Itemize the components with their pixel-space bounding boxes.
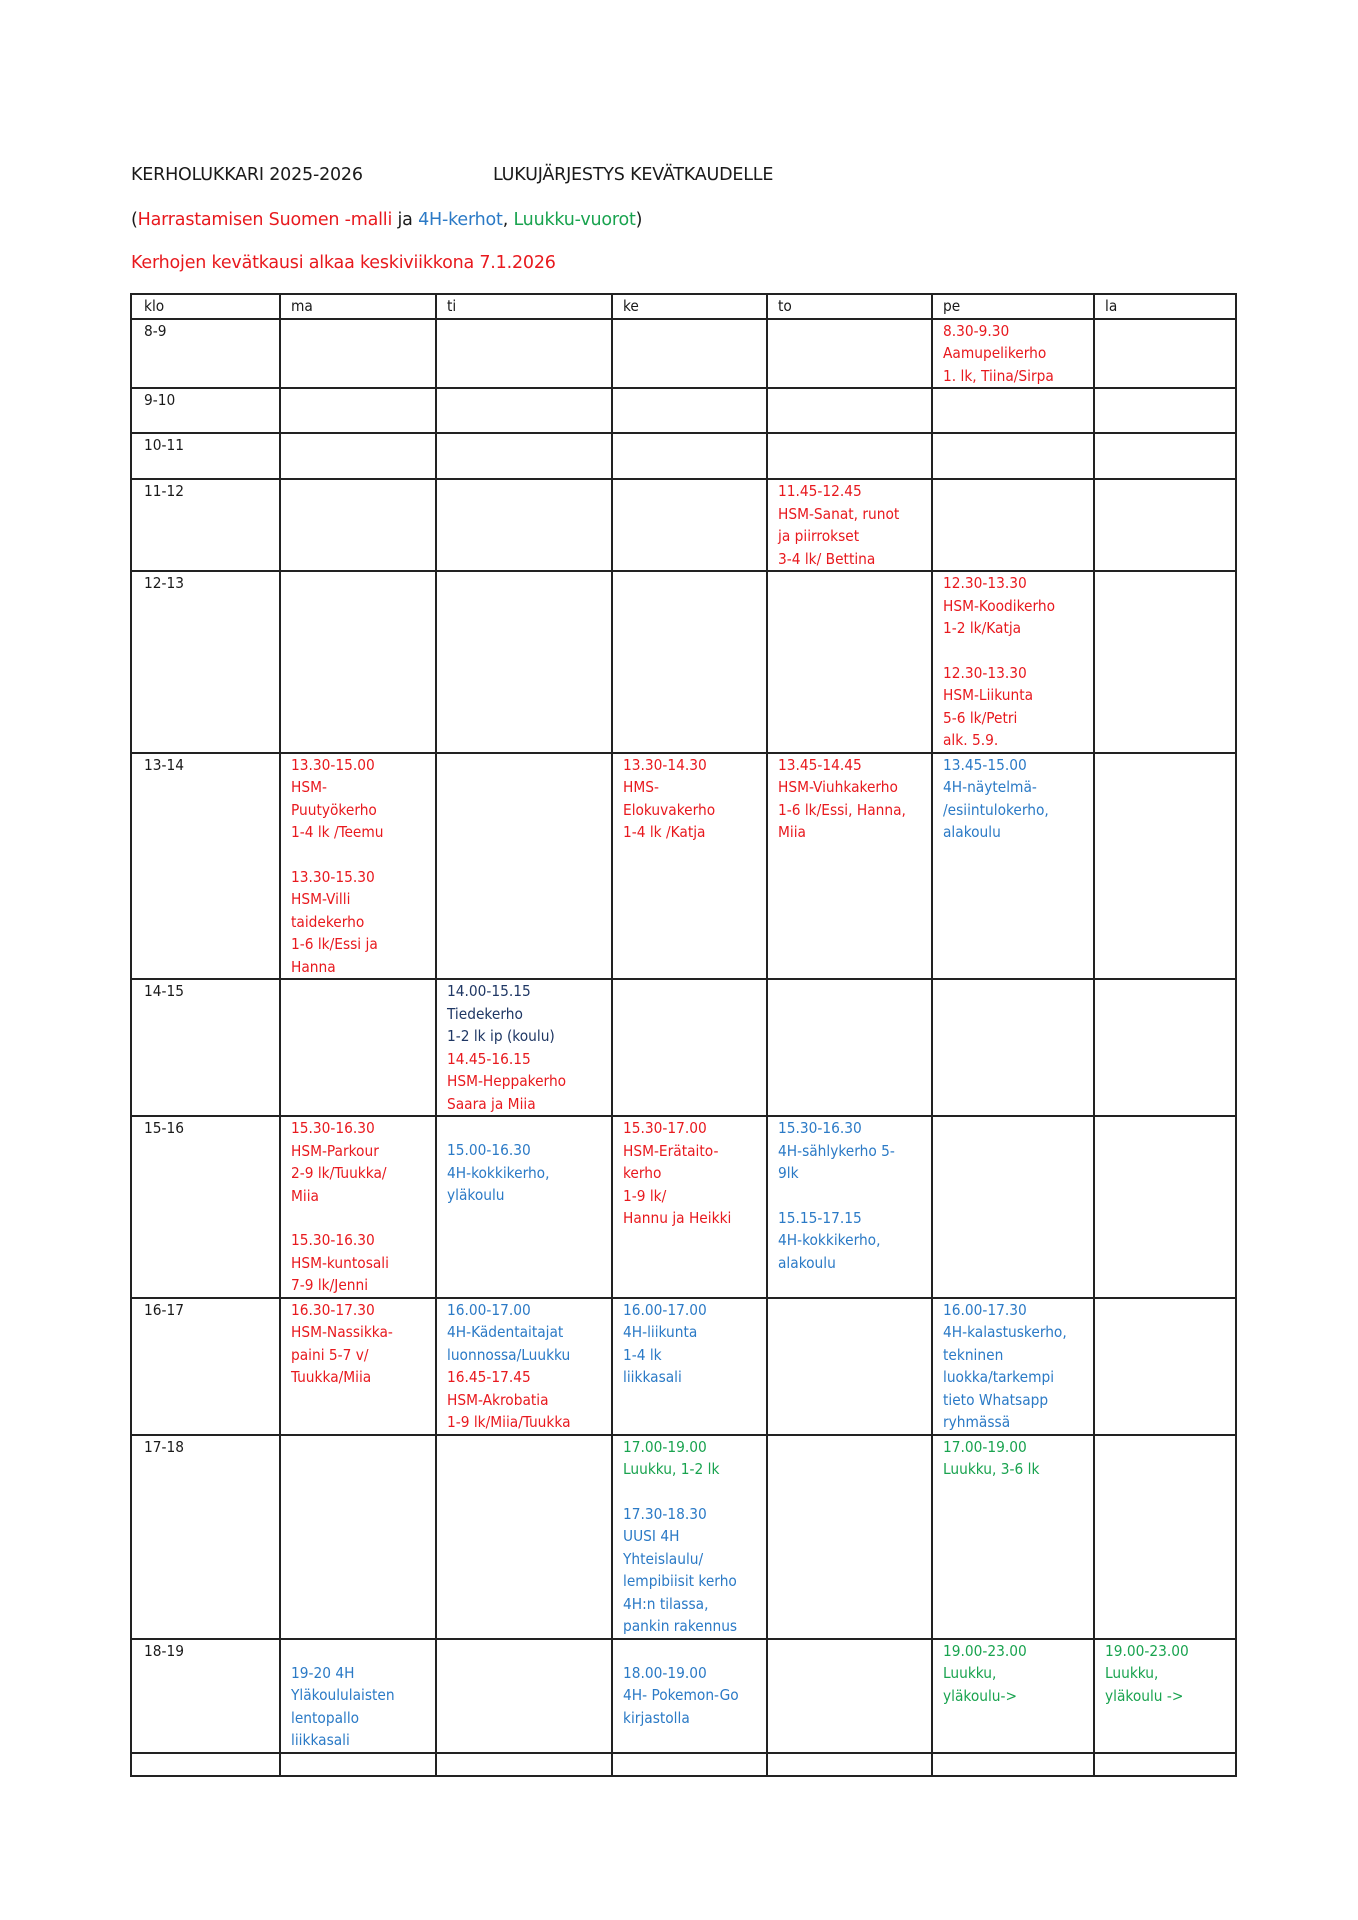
cell-la (1094, 479, 1236, 571)
cell-to (767, 571, 932, 753)
cell-la (1094, 1753, 1236, 1776)
cell-ke (612, 433, 767, 479)
cell-to (767, 1435, 932, 1639)
cell-ti (436, 1753, 612, 1776)
cell-ma (280, 319, 436, 389)
cell-la (1094, 753, 1236, 980)
cell-to (767, 1753, 932, 1776)
club-entry: 17.00-19.00 Luukku, 1-2 lk (623, 1437, 720, 1478)
time-cell: 12-13 (131, 571, 280, 753)
club-entry: 13.45-15.00 4H-näytelmä- /esiintulokerho, alakoulu (943, 755, 1049, 841)
club-entry: 13.30-15.00 HSM- Puutyökerho 1-4 lk /Teemu (291, 755, 384, 841)
club-entry: 17.00-19.00 Luukku, 3-6 lk (943, 1437, 1040, 1478)
cell-ma (280, 1639, 436, 1753)
cell-ke (612, 1116, 767, 1298)
cell-ti (436, 1435, 612, 1639)
cell-ma (280, 433, 436, 479)
cell-ti (436, 1298, 612, 1435)
club-entry: 15.30-16.30 HSM-kuntosali 7-9 lk/Jenni (291, 1231, 389, 1294)
cell-to (767, 479, 932, 571)
table-row-empty (131, 1753, 1236, 1776)
cell-ke (612, 1753, 767, 1776)
cell-ma (280, 1298, 436, 1435)
header-ke: ke (612, 294, 767, 319)
cell-la (1094, 319, 1236, 389)
entry-spacer (291, 844, 425, 866)
cell-to (767, 1298, 932, 1435)
cell-to (767, 979, 932, 1116)
cell-ke (612, 979, 767, 1116)
table-row (131, 1298, 1236, 1435)
cell-pe (932, 479, 1094, 571)
time-cell: 11-12 (131, 479, 280, 571)
club-entry: 17.30-18.30 UUSI 4H Yhteislaulu/ lempibiisit kerho 4H:n tilassa, pankin rakennus (623, 1504, 738, 1635)
table-row (131, 979, 1236, 1116)
cell-ke (612, 1435, 767, 1639)
legend-comma: , (502, 210, 514, 230)
header-klo: klo (131, 294, 280, 319)
table-row (131, 1639, 1236, 1753)
time-cell: 13-14 (131, 753, 280, 980)
club-entry: 15.15-17.15 4H-kokkikerho, alakoulu (778, 1208, 881, 1272)
document-title: KERHOLUKKARI 2025-2026 (131, 165, 363, 185)
cell-ma (280, 1753, 436, 1776)
table-row (131, 388, 1236, 433)
time-cell: 14-15 (131, 979, 280, 1116)
cell-ke (612, 388, 767, 433)
cell-ti (436, 571, 612, 753)
cell-ke (612, 1298, 767, 1435)
club-entry: 13.30-14.30 HMS- Elokuvakerho 1-4 lk /Katja (623, 755, 716, 841)
cell-pe (932, 1753, 1094, 1776)
cell-la (1094, 433, 1236, 479)
cell-pe (932, 1639, 1094, 1753)
entry-spacer (778, 1185, 921, 1207)
cell-ke (612, 319, 767, 389)
cell-ke (612, 479, 767, 571)
club-entry: 15.30-17.00 HSM-Erätaito- kerho 1-9 lk/ Hannu ja Heikki (623, 1119, 732, 1227)
cell-la (1094, 979, 1236, 1116)
document-subtitle: LUKUJÄRJESTYS KEVÄTKAUDELLE (493, 165, 774, 185)
time-cell: 9-10 (131, 388, 280, 433)
cell-pe (932, 319, 1094, 389)
cell-to (767, 388, 932, 433)
cell-la (1094, 1639, 1236, 1753)
time-cell: 17-18 (131, 1435, 280, 1639)
table-row (131, 433, 1236, 479)
club-entry: 15.30-16.30 4H-sählykerho 5- 9lk (778, 1119, 895, 1182)
club-entry: 12.30-13.30 HSM-Koodikerho 1-2 lk/Katja (943, 574, 1056, 637)
cell-pe (932, 388, 1094, 433)
club-entry: 8.30-9.30 Aamupelikerho 1. lk, Tiina/Sirpa (943, 321, 1054, 385)
club-entry: 11.45-12.45 HSM-Sanat, runot ja piirrokset 3-4 lk/ Bettina (778, 482, 900, 568)
cell-ma (280, 1435, 436, 1639)
cell-to (767, 753, 932, 980)
cell-to (767, 433, 932, 479)
time-cell: 15-16 (131, 1116, 280, 1298)
cell-pe (932, 1435, 1094, 1639)
cell-pe (932, 433, 1094, 479)
cell-ke (612, 753, 767, 980)
entry-spacer (623, 1640, 756, 1662)
cell-ti (436, 753, 612, 980)
cell-pe (932, 571, 1094, 753)
cell-pe (932, 1116, 1094, 1298)
time-cell (131, 1753, 280, 1776)
header-to: to (767, 294, 932, 319)
table-row (131, 319, 1236, 389)
entry-spacer (623, 1481, 756, 1503)
entry-spacer (943, 640, 1083, 662)
cell-ke (612, 1639, 767, 1753)
cell-ma (280, 753, 436, 980)
cell-pe (932, 979, 1094, 1116)
legend-4h: 4H-kerhot (418, 210, 503, 230)
cell-ti (436, 479, 612, 571)
header-la: la (1094, 294, 1236, 319)
club-entry: 19.00-23.00 Luukku, yläkoulu-> (943, 1641, 1027, 1705)
club-entry: 15.00-16.30 4H-kokkikerho, yläkoulu (447, 1141, 550, 1204)
header-ti: ti (436, 294, 612, 319)
table-row (131, 479, 1236, 571)
time-cell: 10-11 (131, 433, 280, 479)
cell-la (1094, 1116, 1236, 1298)
cell-pe (932, 1298, 1094, 1435)
cell-to (767, 1639, 932, 1753)
table-row (131, 753, 1236, 980)
entry-spacer (447, 1117, 601, 1139)
club-entry: 16.30-17.30 HSM-Nassikka- paini 5-7 v/ Tuukka/Miia (291, 1300, 393, 1386)
cell-ke (612, 571, 767, 753)
schedule-table (130, 293, 1237, 1777)
time-cell: 16-17 (131, 1298, 280, 1435)
season-start-note: Kerhojen kevätkausi alkaa keskiviikkona 7.1.2026 (131, 253, 556, 273)
club-entry: 13.30-15.30 HSM-Villi taidekerho 1-6 lk/Essi ja Hanna (291, 867, 378, 976)
cell-pe (932, 753, 1094, 980)
entry-spacer (291, 1207, 425, 1229)
cell-ti (436, 388, 612, 433)
cell-ma (280, 979, 436, 1116)
color-legend (131, 210, 642, 230)
club-entry: 18.00-19.00 4H- Pokemon-Go kirjastolla (623, 1663, 739, 1727)
cell-ti (436, 979, 612, 1116)
cell-la (1094, 388, 1236, 433)
table-row (131, 1116, 1236, 1298)
cell-to (767, 319, 932, 389)
club-entry: 15.30-16.30 HSM-Parkour 2-9 lk/Tuukka/ Miia (291, 1119, 387, 1205)
time-cell: 8-9 (131, 319, 280, 389)
legend-hsm: Harrastamisen Suomen -malli (137, 210, 393, 230)
legend-paren-open: ( (131, 210, 138, 230)
table-row (131, 1435, 1236, 1639)
legend-luukku: Luukku-vuorot (513, 210, 636, 230)
club-entry: 19.00-23.00 Luukku, yläkoulu -> (1105, 1641, 1189, 1705)
club-entry: 16.00-17.30 4H-kalastuskerho, tekninen luokka/tarkempi tieto Whatsapp ryhmässä (943, 1300, 1067, 1431)
cell-to (767, 1116, 932, 1298)
cell-la (1094, 571, 1236, 753)
legend-paren-close: ) (635, 210, 643, 230)
club-entry: 16.00-17.00 4H-Kädentaitajat luonnossa/Luukku (447, 1300, 571, 1364)
club-entry: 13.45-14.45 HSM-Viuhkakerho 1-6 lk/Essi, Hanna, Miia (778, 755, 906, 841)
club-entry: 12.30-13.30 HSM-Liikunta 5-6 lk/Petri alk. 5.9. (943, 663, 1034, 749)
cell-ma (280, 479, 436, 571)
header-pe: pe (932, 294, 1094, 319)
header-ma: ma (280, 294, 436, 319)
entry-spacer (291, 1640, 425, 1662)
cell-ti (436, 433, 612, 479)
cell-la (1094, 1435, 1236, 1639)
cell-ma (280, 571, 436, 753)
legend-and: ja (392, 210, 419, 230)
time-cell: 18-19 (131, 1639, 280, 1753)
cell-ma (280, 388, 436, 433)
cell-ti (436, 1639, 612, 1753)
cell-ma (280, 1116, 436, 1298)
club-entry: 16.45-17.45 HSM-Akrobatia 1-9 lk/Miia/Tuukka (447, 1368, 571, 1431)
table-row (131, 571, 1236, 753)
cell-la (1094, 1298, 1236, 1435)
club-entry: 14.00-15.15 Tiedekerho 1-2 lk ip (koulu) (447, 982, 555, 1045)
cell-ti (436, 1116, 612, 1298)
table-header-row (131, 294, 1236, 319)
cell-ti (436, 319, 612, 389)
club-entry: 19-20 4H Yläkoululaisten lentopallo liikkasali (291, 1663, 395, 1749)
club-entry: 14.45-16.15 HSM-Heppakerho Saara ja Miia (447, 1049, 567, 1113)
club-entry: 16.00-17.00 4H-liikunta 1-4 lk liikkasali (623, 1300, 707, 1386)
